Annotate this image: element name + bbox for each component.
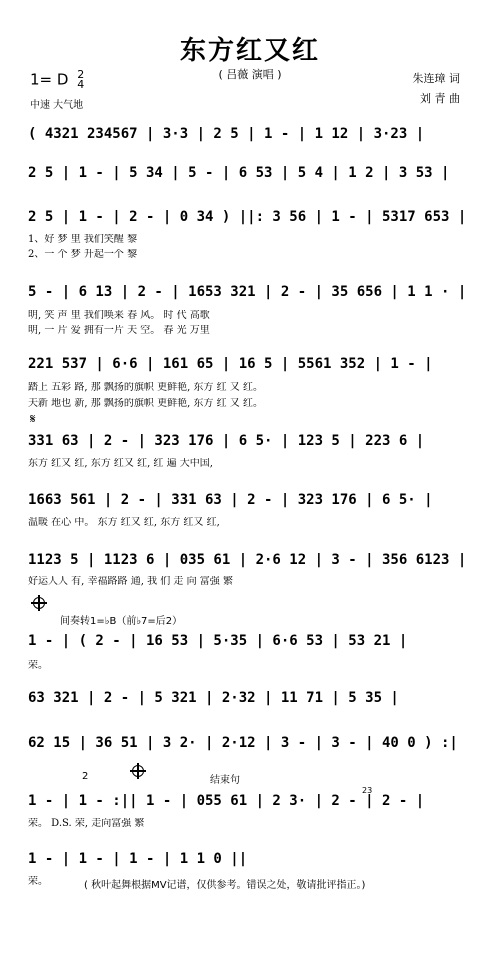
- time-top: 2: [77, 68, 85, 81]
- ds-small-number: 23: [362, 786, 373, 795]
- lyric-row-12: 荣。 D.S. 荣, 走向富强 繁: [28, 818, 145, 829]
- music-row-8: 1123 5 | 1123 6 | 035 61 | 2·6 12 | 3 - | 356 6123 |: [28, 552, 467, 568]
- ending-label: 结束句: [210, 775, 240, 786]
- music-row-1: ( 4321 234567 | 3·3 | 2 5 | 1 - | 1 12 | 3·23 |: [28, 126, 425, 142]
- lyric-row-4a: 明, 笑 声 里 我们唤来 春 风。 时 代 高歌: [28, 310, 210, 321]
- lyricist-credit: 朱连璋 词: [412, 72, 460, 85]
- music-row-10: 63 321 | 2 - | 5 321 | 2·32 | 11 71 | 5 35 |: [28, 690, 399, 706]
- lyric-row-6: 东方 红又 红, 东方 红又 红, 红 遍 大中国,: [28, 458, 213, 469]
- song-title: 东方红又红: [179, 36, 320, 66]
- lyric-row-4b: 明, 一 片 爱 拥有一片 天 空。 春 光 万里: [28, 325, 210, 336]
- key-signature: [30, 70, 84, 90]
- coda-icon-2: [132, 765, 144, 777]
- music-row-11: 62 15 | 36 51 | 3 2· | 2·12 | 3 - | 3 - | 40 0 ) :|: [28, 735, 458, 751]
- music-row-9: 1 - | ( 2 - | 16 53 | 5·35 | 6·6 53 | 53 21 |: [28, 633, 408, 649]
- singer-credit: ( 吕薇 演唱 ): [218, 68, 282, 81]
- key-label: 1= D: [30, 70, 69, 89]
- lyric-row-9: 荣。: [28, 660, 48, 671]
- coda-icon: [33, 597, 45, 609]
- time-signature: [77, 70, 84, 90]
- volta-number: 2: [82, 771, 89, 782]
- music-row-13: 1 - | 1 - | 1 - | 1 1 0 ||: [28, 851, 248, 867]
- music-row-5: 221 537 | 6·6 | 161 65 | 16 5 | 5561 352 | 1 - |: [28, 356, 433, 372]
- segno-icon: 𝄋: [30, 412, 36, 427]
- tempo-marking: 中速 大气地: [30, 100, 84, 111]
- lyric-row-3b: 2、一 个 梦 升起一个 黎: [28, 249, 138, 260]
- music-row-6: 331 63 | 2 - | 323 176 | 6 5· | 123 5 | 223 6 |: [28, 433, 425, 449]
- music-row-7: 1663 561 | 2 - | 331 63 | 2 - | 323 176 | 6 5· |: [28, 492, 433, 508]
- music-row-12: 1 - | 1 - :|| 1 - | 055 61 | 2 3· | 2 - | 2 - |: [28, 793, 425, 809]
- lyric-row-13: 荣。: [28, 876, 48, 887]
- time-bottom: 4: [77, 78, 85, 91]
- lyric-row-3a: 1、好 梦 里 我们笑醒 黎: [28, 234, 138, 245]
- lyric-row-5a: 踏上 五彩 路, 那 飘扬的旗帜 更鲜艳, 东方 红 又 红。: [28, 382, 263, 393]
- music-row-4: 5 - | 6 13 | 2 - | 1653 321 | 2 - | 35 656 | 1 1 · |: [28, 284, 467, 300]
- music-row-3: 2 5 | 1 - | 2 - | 0 34 ) ||: 3 56 | 1 - | 5317 653 |: [28, 209, 467, 225]
- music-row-2: 2 5 | 1 - | 5 34 | 5 - | 6 53 | 5 4 | 1 2 | 3 53 |: [28, 165, 450, 181]
- interlude-marking: 间奏转1=♭B（前♭7=后2）: [60, 616, 183, 627]
- lyric-row-7: 温暖 在心 中。 东方 红又 红, 东方 红又 红,: [28, 517, 220, 528]
- transcription-note: ( 秋叶起舞根据MV记谱，仅供参考。错误之处，敬请批评指正。): [84, 880, 366, 891]
- lyric-row-5b: 天新 地也 新, 那 飘扬的旗帜 更鲜艳, 东方 红 又 红。: [28, 398, 263, 409]
- composer-credit: 刘 青 曲: [420, 92, 460, 105]
- lyric-row-8: 好运人人 有, 幸福路路 通, 我 们 走 向 富强 繁: [28, 576, 233, 587]
